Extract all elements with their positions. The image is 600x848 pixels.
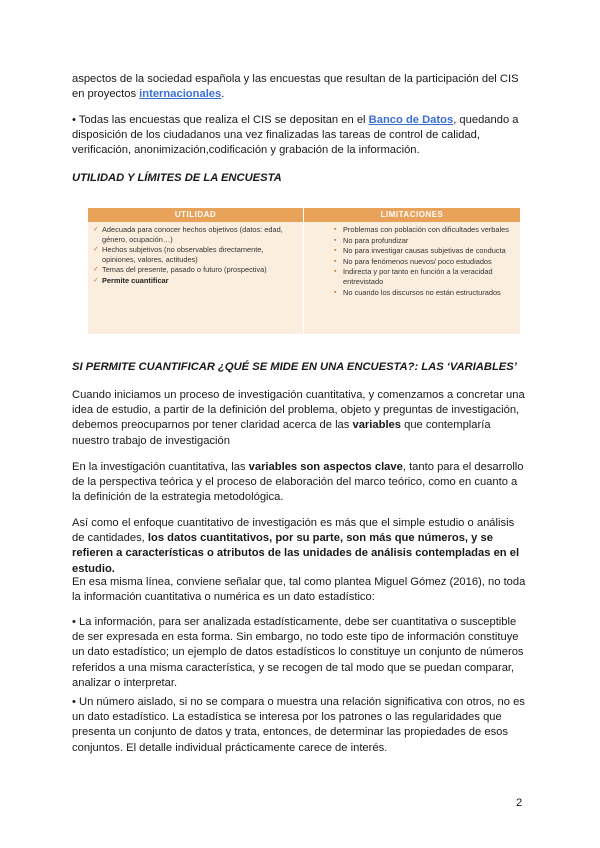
link-banco-de-datos[interactable]: Banco de Datos [368, 114, 454, 126]
check-icon: ✓ [93, 266, 99, 274]
utility-item: ✓ Permite cuantificar [93, 275, 169, 285]
bullet-banco-datos [72, 113, 528, 159]
heading-variables: SI PERMITE CUANTIFICAR ¿QUÉ SE MIDE EN UNA ENCUESTA?: LAS ‘VARIABLES’ [72, 361, 517, 373]
square-bullet-icon: ▪ [334, 257, 337, 265]
utility-item: ✓ Adecuada para conocer hechos objetivos (datos: edad, género, ocupación…) [93, 225, 283, 244]
intro-paragraph [72, 72, 528, 102]
square-bullet-icon: ▪ [334, 226, 337, 233]
limit-item: ▪ No para investigar causas subjetivas de conducta [334, 246, 506, 256]
check-icon: ✓ [93, 276, 99, 284]
column-divider [303, 208, 304, 334]
square-bullet-icon: ▪ [334, 268, 337, 276]
check-icon: ✓ [93, 226, 99, 233]
bold-variables: variables [352, 419, 401, 432]
header-limitaciones: LIMITACIONES [380, 210, 444, 219]
limit-item: ▪ No cuando los discursos no están estructurados [334, 287, 501, 297]
intro-line-2-prefix: en proyectos [72, 88, 140, 101]
square-bullet-icon: ▪ [334, 247, 337, 255]
paragraph-gomez: En esa misma línea, conviene señalar que, tal como plantea Miguel Gómez (2016), no toda la información cuantitativa o numérica es un dato estadístico: [72, 576, 526, 604]
intro-line-2-suffix: . [221, 88, 225, 101]
heading-utilidad-limites: UTILIDAD Y LÍMITES DE LA ENCUESTA [72, 172, 282, 184]
check-icon: ✓ [93, 246, 99, 254]
paragraph-variables-key: En la investigación cuantitativa, las variables son aspectos clave, tanto para el desarrollo de la perspectiva teórica y el proceso de elaboración del marco teórico, como en cuanto a la definición de la estrategia metodológica. [72, 461, 524, 504]
intro-line-1: aspectos de la sociedad española y las encuestas que resultan de la participación del CIS [72, 73, 519, 85]
limit-item: ▪ No para profundizar [334, 235, 409, 245]
square-bullet-icon: ▪ [334, 288, 337, 296]
utility-item: ✓ Hechos subjetivos (no observables directamente, opiniones, valores, actitudes) [93, 245, 264, 264]
square-bullet-icon: ▪ [334, 236, 337, 244]
limit-item: ▪ Problemas con población con dificultades verbales [334, 225, 509, 234]
limit-item: ▪ Indirecta y por tanto en función a la veracidad entrevistado [334, 267, 493, 286]
bold-variables-key: variables son aspectos clave [248, 461, 403, 473]
link-internacionales[interactable]: internacionales [139, 88, 222, 101]
bullet-statistical-info: • La información, para ser analizada estadísticamente, debe ser cuantitativa o susceptible de ser expresada en esta forma. Sin embargo, no todo este tipo de información constituye un dato estadístico; un ejemplo de datos estadísticos lo constituye un conjunto de números referidos a una misma característica, y se recogen de tal modo que se puedan comparar, analizar o interpretar. [72, 616, 524, 689]
utility-item: ✓ Temas del presente, pasado o futuro (prospectiva) [93, 265, 267, 275]
bullet-banco-suffix: , quedando a disposición de los ciudadanos una vez finalizadas las tareas de control de calidad, verificación, anonimización,codificación y grabación de la información. [72, 114, 519, 157]
utility-column [93, 225, 299, 287]
bold-quantitative-data: los datos cuantitativos, por su parte, son más que números, y se refieren a características o atributos de las unidades de análisis contempladas en el estudio. [72, 532, 520, 575]
bullet-banco-prefix: • Todas las encuestas que realiza el CIS se depositan en el [72, 114, 369, 126]
paragraph-quantitative-data: Así como el enfoque cuantitativo de investigación es más que el simple estudio o análisis de cantidades, los datos cuantitativos, por su parte, son más que números, y se refieren a características o atributos de las unidades de análisis contempladas en el estudio. [72, 517, 520, 575]
bullet-isolated-number: • Un número aislado, si no se compara o muestra una relación significativa con otros, no es un dato estadístico. La estadística se interesa por los patrones o las regularidades que presenta un conjunto de datos y trata, entonces, de determinar las propiedades de esos conjuntos. El detalle individual prácticamente carece de interés. [72, 696, 525, 754]
limit-item: ▪ No para fenómenos nuevos/ poco estudiados [334, 256, 492, 266]
page-number: 2 [516, 797, 523, 809]
header-utilidad: UTILIDAD [174, 210, 217, 219]
limits-column [334, 225, 514, 298]
utility-limits-table [88, 208, 520, 334]
paragraph-variables-intro: Cuando iniciamos un proceso de investigación cuantitativa, y comenzamos a concretar una idea de estudio, a partir de la definición del problema, objeto y preguntas de investigación, debemos preocuparnos por tener claridad acerca de las variables que contemplaría nuestro trabajo de investigación [72, 389, 525, 447]
